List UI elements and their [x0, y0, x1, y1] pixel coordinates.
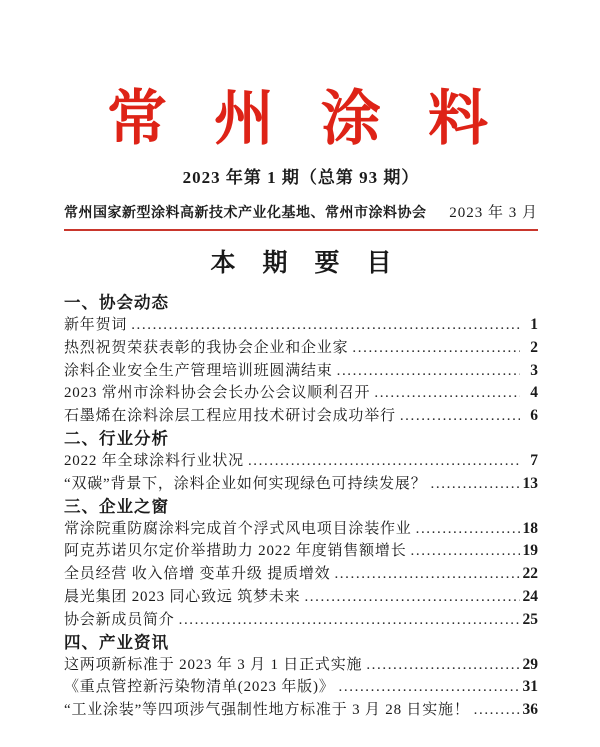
- toc-item-page: 31: [522, 678, 538, 696]
- toc-item: [64, 540, 538, 563]
- toc-leader-dots: [416, 519, 520, 541]
- toc-item-title: 新年贺词: [64, 317, 128, 333]
- toc-leader-dots: [374, 383, 520, 405]
- toc-item-title: 协会新成员简介: [64, 611, 175, 628]
- toc-item: [64, 473, 538, 496]
- toc-item: [64, 337, 538, 360]
- toc-item-title: 涂料企业安全生产管理培训班圆满结束: [64, 362, 333, 379]
- toc-item-title: 晨光集团 2023 同心致远 筑梦未来: [64, 588, 301, 605]
- toc-leader-dots: [431, 474, 520, 496]
- toc-item: [64, 609, 538, 632]
- toc-item-page: 18: [522, 519, 538, 537]
- toc-leader-dots: [337, 361, 520, 383]
- toc-item-title: “双碳”背景下，涂料企业如何实现绿色可持续发展？: [64, 475, 427, 492]
- toc-item-page: 6: [530, 407, 538, 425]
- toc-item: [64, 450, 538, 473]
- toc-section: [64, 496, 538, 632]
- toc-section: [64, 428, 538, 496]
- toc-item-title: 常涂院重防腐涂料完成首个浮式风电项目涂装作业: [64, 520, 412, 537]
- contents-heading: 本期要目: [210, 249, 419, 277]
- toc-item-page: 4: [530, 384, 538, 402]
- toc-leader-dots: [131, 315, 520, 337]
- toc-item: [64, 586, 538, 609]
- toc-item-title: 石墨烯在涂料涂层工程应用技术研讨会成功举行: [64, 408, 396, 425]
- toc-item-page: 29: [522, 655, 538, 673]
- toc-section-heading: 四、产业资讯: [64, 633, 169, 652]
- toc-item-title: 2022 年全球涂料行业状况: [64, 452, 244, 469]
- toc-item-page: 36: [522, 701, 538, 719]
- toc-item-title: 全员经营 收入倍增 变革升级 提质增效: [64, 566, 331, 583]
- toc-item-page: 25: [522, 610, 538, 628]
- table-of-contents: [64, 292, 538, 722]
- toc-leader-dots: [304, 587, 520, 609]
- toc-item-page: 13: [522, 474, 538, 492]
- toc-item-title: 热烈祝贺荣获表彰的我协会企业和企业家: [64, 339, 349, 356]
- publisher-line: 常州国家新型涂料高新技术产业化基地、常州市涂料协会: [64, 206, 427, 221]
- toc-item: [64, 382, 538, 405]
- toc-item-page: 7: [530, 451, 538, 469]
- toc-leader-dots: [248, 451, 520, 473]
- toc-item-page: 19: [522, 542, 538, 560]
- toc-leader-dots: [352, 338, 520, 360]
- toc-leader-dots: [334, 564, 520, 586]
- toc-leader-dots: [366, 655, 520, 677]
- toc-item: [64, 314, 538, 337]
- toc-section: [64, 292, 538, 428]
- issue-number-line: 2023 年第 1 期（总第 93 期）: [182, 168, 420, 187]
- toc-item: [64, 563, 538, 586]
- toc-leader-dots: [339, 677, 520, 699]
- toc-leader-dots: [179, 610, 520, 632]
- toc-item: [64, 360, 538, 383]
- toc-item-page: 24: [522, 587, 538, 605]
- toc-section-heading: 一、协会动态: [64, 294, 169, 312]
- masthead-row: [64, 201, 538, 231]
- toc-item-title: “工业涂装”等四项涉气强制性地方标准于 3 月 28 日实施！: [64, 702, 470, 719]
- toc-item: [64, 676, 538, 699]
- toc-item-title: 《重点管控新污染物清单(2023 年版)》: [64, 679, 335, 696]
- toc-section-heading: 三、企业之窗: [64, 497, 169, 516]
- toc-item-title: 阿克苏诺贝尔定价举措助力 2022 年度销售额增长: [64, 543, 407, 560]
- journal-title: 常州涂料: [107, 86, 535, 152]
- toc-item-title: 2023 常州市涂料协会会长办公会议顺利召开: [64, 385, 371, 402]
- toc-item: [64, 518, 538, 541]
- toc-item-title: 这两项新标准于 2023 年 3 月 1 日正式实施: [64, 656, 363, 673]
- toc-leader-dots: [474, 700, 520, 722]
- toc-section: [64, 632, 538, 722]
- toc-item-page: 22: [522, 565, 538, 583]
- toc-item-page: 3: [530, 361, 538, 379]
- toc-item: [64, 654, 538, 677]
- toc-item: [64, 405, 538, 428]
- toc-leader-dots: [400, 406, 520, 428]
- toc-item: [64, 699, 538, 722]
- toc-item-page: 2: [530, 338, 538, 356]
- toc-section-heading: 二、行业分析: [64, 429, 169, 448]
- toc-leader-dots: [411, 541, 520, 563]
- toc-item-page: 1: [530, 316, 538, 333]
- issue-date: 2023 年 3 月: [449, 205, 538, 221]
